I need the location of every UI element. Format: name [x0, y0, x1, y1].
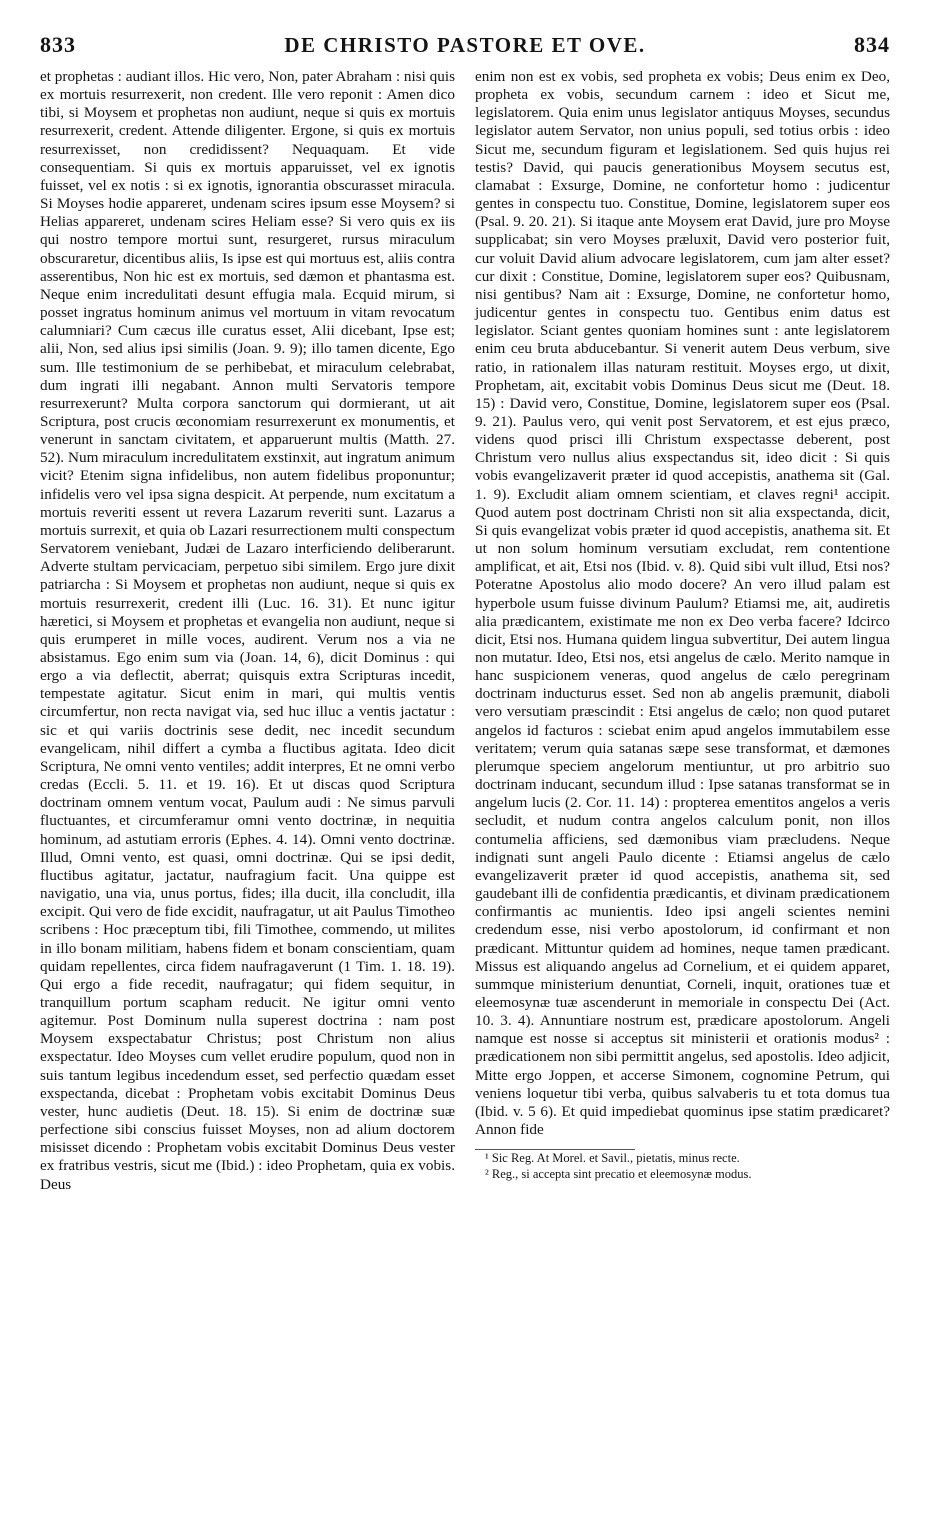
left-column-text: et prophetas : audiant illos. Hic vero, Non, pater Abraham : nisi quis ex mortuis resurrexerit, non credent. Ille vero reponit : Amen dico tibi, si Moysem et prophetas non audiunt, neque si quis ex mortuis resurrexerit, credent. Attende diligenter. Ergone, si quis ex mortuis resurrexisset, non credidissent? Nequaquam. Et vide consequentiam. Si quis ex mortuis apparuisset, vel ex ignotis fuisset, vel ex notis : si ex ignotis, ignorantia obscurasset miracula. Si Moyses hodie appareret, undenam scires ipsum esse Moysem? si Helias appareret, undenam scires Heliam esse? Si vero quis ex iis qui nostro tempore mortui sunt, resurgeret, rursus miraculum obscuraretur, dicentibus aliis, Is ipse est qui mortuus est, aliis contra asserentibus, Non hic est ex mortuis, sed dæmon et phantasma est. Neque enim incredulitati desunt effugia mala. Ecquid mirum, si posset ingratus hominum animus vel mortuum in vitam revocatum calumniari? Cum cæcus ille curatus esset, Alii dicebant, Ipse est; alii, Non, sed alius ipsi similis (Joan. 9. 9); illo tamen dicente, Ego sum. Ille testimonium de se perhibebat, et miraculum celebrabat, dum ingrati illi negabant. Annon multi Servatoris tempore resurrexerunt? Multa corpora sanctorum qui dormierant, ut ait Scriptura, post crucis œconomiam resurrexerunt ex monumentis, et venerunt in sanctam civitatem, et apparuerunt multis (Matth. 27. 52). Num miraculum incredulitatem exstinxit, aut ingratum animum vicit? Etenim signa infidelibus, non autem fidelibus proponuntur; infidelis vero vel ipsa signa despicit. At perpende, num excitatum a mortuis reveriti essent ut revera Lazarum reveriti sunt. Lazarus a mortuis surrexit, et quia ob Lazari resurrectionem multi conspectum Servatorem veniebant, Judæi de Lazaro interficiendo deliberarunt. Adverte stultam pervicaciam, perpetuo sibi similem. Ergo jure dixit patriarcha : Si Moysem et prophetas non audiunt, neque si quis ex mortuis resurrexerit, credent illi (Luc. 16. 31). Et nunc igitur hæretici, si Moysem et prophetas et evangelia non audiunt, neque si quis erumperet in mille voces, audirent. Verum nos a via ne absistamus. Ego enim sum via (Joan. 14, 6), dicit Dominus : qui ergo a via deflectit, aberrat; quisquis extra Scripturas incedit, tempestate agitatur. Sicut enim in mari, qui multis ventis circumfertur, non recta navigat via, sed huc illuc a ventis jactatur : sic et qui variis doctrinis sese dedit, nec incedit secundum evangelicam, nihil differt a cymba a fluctibus agitata. Ideo dicit Scriptura, Ne omni vento ventiles; addit interpres, Et ne omni verbo credas (Eccli. 5. 11. et 19. 16). Et ut discas quod Scriptura doctrinam omnem ventum vocat, Paulum audi : Ne simus parvuli fluctuantes, et circumferamur omni vento doctrinæ, in nequitia hominum, ad astutiam erroris (Ephes. 4. 14). Omni vento doctrinæ. Illud, Omni vento, est quasi, omni doctrinæ. Qui se ipsi dedit, fluctibus agitatur, jactatur, naufragium facit. Una quippe est navigatio, una via, unus portus, fides; illa ducit, illa concludit, illa excipit. Qui vero de fide excidit, naufragatur, ut ait Paulus Timotheo scribens : Hoc præceptum tibi, fili Timothee, commendo, ut milites in illo bonam militiam, habens fidem et bonam conscientiam, quam quidam repellentes, circa fidem naufragaverunt (1 Tim. 1. 18. 19). Qui ergo a fide recedit, naufragatur; qui fidem sequitur, in tranquillum portum scapham reducit. Ne igitur omni vento agitemur. Post Dominum nulla superest doctrina : nam post Moysem exspectabatur Christus; post Christum non alius exspectatur. Ideo Moyses cum vellet erudire populum, quod non in suis tantum legibus incedendum esset, sed perfectio quædam esset exspectanda, dicebat : Prophetam vobis excitabit Dominus Deus vester, hunc audietis (Deut. 18. 15). Si enim de doctrinæ suæ perfectione sibi conscius fuisset Moyses, non ad alium doctorem misisset dicendo : Prophetam vobis excitabit Dominus Deus vester ex fratribus vestris, sicut me (Ibid.) : ideo Prophetam, quia ex vobis. Deus — [40, 68, 455, 1193]
footnote-1: ¹ Sic Reg. At Morel. et Savil., pietatis, minus recte. — [485, 1151, 740, 1166]
page-number-left: 833 — [40, 32, 76, 57]
running-header — [40, 32, 890, 62]
page-number-right: 834 — [853, 32, 890, 57]
right-column — [475, 68, 890, 1194]
footnote-2: ² Reg., si accepta sint precatio et eleemosynæ modus. — [485, 1167, 752, 1182]
text-columns — [40, 68, 890, 1194]
running-title: DE CHRISTO PASTORE ET OVE. — [284, 33, 646, 57]
right-column-text: enim non est ex vobis, sed propheta ex vobis; Deus enim ex Deo, propheta ex vobis, secundum carnem : ideo et Sicut me, legislatorem. Quia enim unus legislator antiquus Moyses, secundus legislator autem Servator, non unius populi, sed totius orbis : ideo Sicut me, secundum figuram et legislationem. Sed quis hujus rei testis? David, qui paucis generationibus Moysem secutus est, clamabat : Exsurge, Domine, ne confortetur homo : judicentur gentes in conspectu tuo. Constitue, Domine, legislatorem super eos (Psal. 9. 20. 21). Si itaque ante Moysem erat David, jure pro Moyse supplicabat; sin vero Moyses præluxit, David vero posterior fuit, cur voluit David alium advocare legislatorem, cum jam alter esset? cur dixit : Constitue, Domine, legislatorem super eos? Quibusnam, nisi gentibus? Nam ait : Exsurge, Domine, ne confortetur homo, judicentur gentes in conspectu tuo. Gentibus enim datus est legislator. Sciant gentes quoniam homines sunt : ante legislatorem enim ceu bruta abducebantur. Si venerit autem Deus verbum, sive ratio, in rationalem illas naturam restituit. Moyses ergo, ut dixit, Prophetam, ait, excitabit vobis Dominus Deus sicut me (Deut. 18. 15) : David vero, Constitue, Domine, legislatorem super eos (Psal. 9. 21). Paulus vero, qui venit post Servatorem, et est ejus præco, videns quod prisci illi Christum exspectasse deberent, post Christum vero nullus alius exspectandus sit, ideo dicit : Si quis vobis evangelizaverit præter id quod accepistis, anathema sit (Gal. 1. 9). Excludit aliam omnem scientiam, et claves regni¹ accipit. Quod autem post doctrinam Christi non sit alia exspectanda, dicit, Si quis evangelizat vobis præter id quod accepistis, anathema sit. Et ut non solum hominum versutiam excludat, rem contentione amplificat, et ait, Etsi nos (Ibid. v. 8). Quid sibi vult illud, Etsi nos? Poteratne Apostolus alio modo docere? An vero illud palam est hyperbole usum fuisse divinum Paulum? Etiamsi me, ait, audiretis alia prædicantem, existimate me non ex Deo verba facere? Idcirco dicit, Etsi nos. Humana quidem lingua subvertitur, Dei autem lingua non mutatur. Ideo, Etsi nos, etsi angelus de cælo. Merito namque in hanc suspicionem veneras, quod angelus de cælo peregrinam doctrinam inducturus esset. Sed non ab angelis præmunit, diaboli vero versutiam præscindit : Etsi angelus de cælo; non quod putaret angelos id facturos : sciebat enim apud angelos immutabilem esse veritatem; verum quia satanas sæpe sese transformat, et dæmones plerumque speciem angelorum mentiuntur, ut pro arbitrio suo doctrinam inducant, secundum illud : Ipse satanas transformat se in angelum lucis (2. Cor. 11. 14) : propterea ementitos angelos a veris secludit, et nudum contra angelos calculum ponit, non illos contumelia afficiens, sed dæmonibus viam præcludens. Neque indignati sunt angeli Paulo dicente : Etiamsi angelus de cælo evangelizaverit præter id quod accepistis, anathema sit, sed gaudebant illi de confidentia prædicantis, et divinam prædicationem confirmantis ac munientis. Ideo ipsi angeli scientes nemini credendum esse, nisi verbo apostolorum, id confirmant et non prædicant. Mittuntur quidem ad homines, neque tamen prædicant. Missus est aliquando angelus ad Cornelium, et ei quidem apparet, summque ministerium denuntiat, Corneli, inquit, orationes tuæ et eleemosynæ tuæ ascenderunt in memoriale in conspectu Dei (Act. 10. 3. 4). Annuntiare nostrum est, prædicare apostolorum. Angeli namque est nosse si acceptus sit ministerii et orationis modus² : prædicationem non sibi permittit angelus, sed apostolis. Ideo adjicit, Mitte ergo Joppen, et accerse Simonem, cognomine Petrum, qui veniens loquetur tibi verba, quibus salvaberis tu et tota domus tua (Ibid. v. 5 6). Et quid impediebat quominus ipse statim prædicaret? Annon fide — [475, 68, 890, 1139]
left-column — [40, 68, 455, 1194]
